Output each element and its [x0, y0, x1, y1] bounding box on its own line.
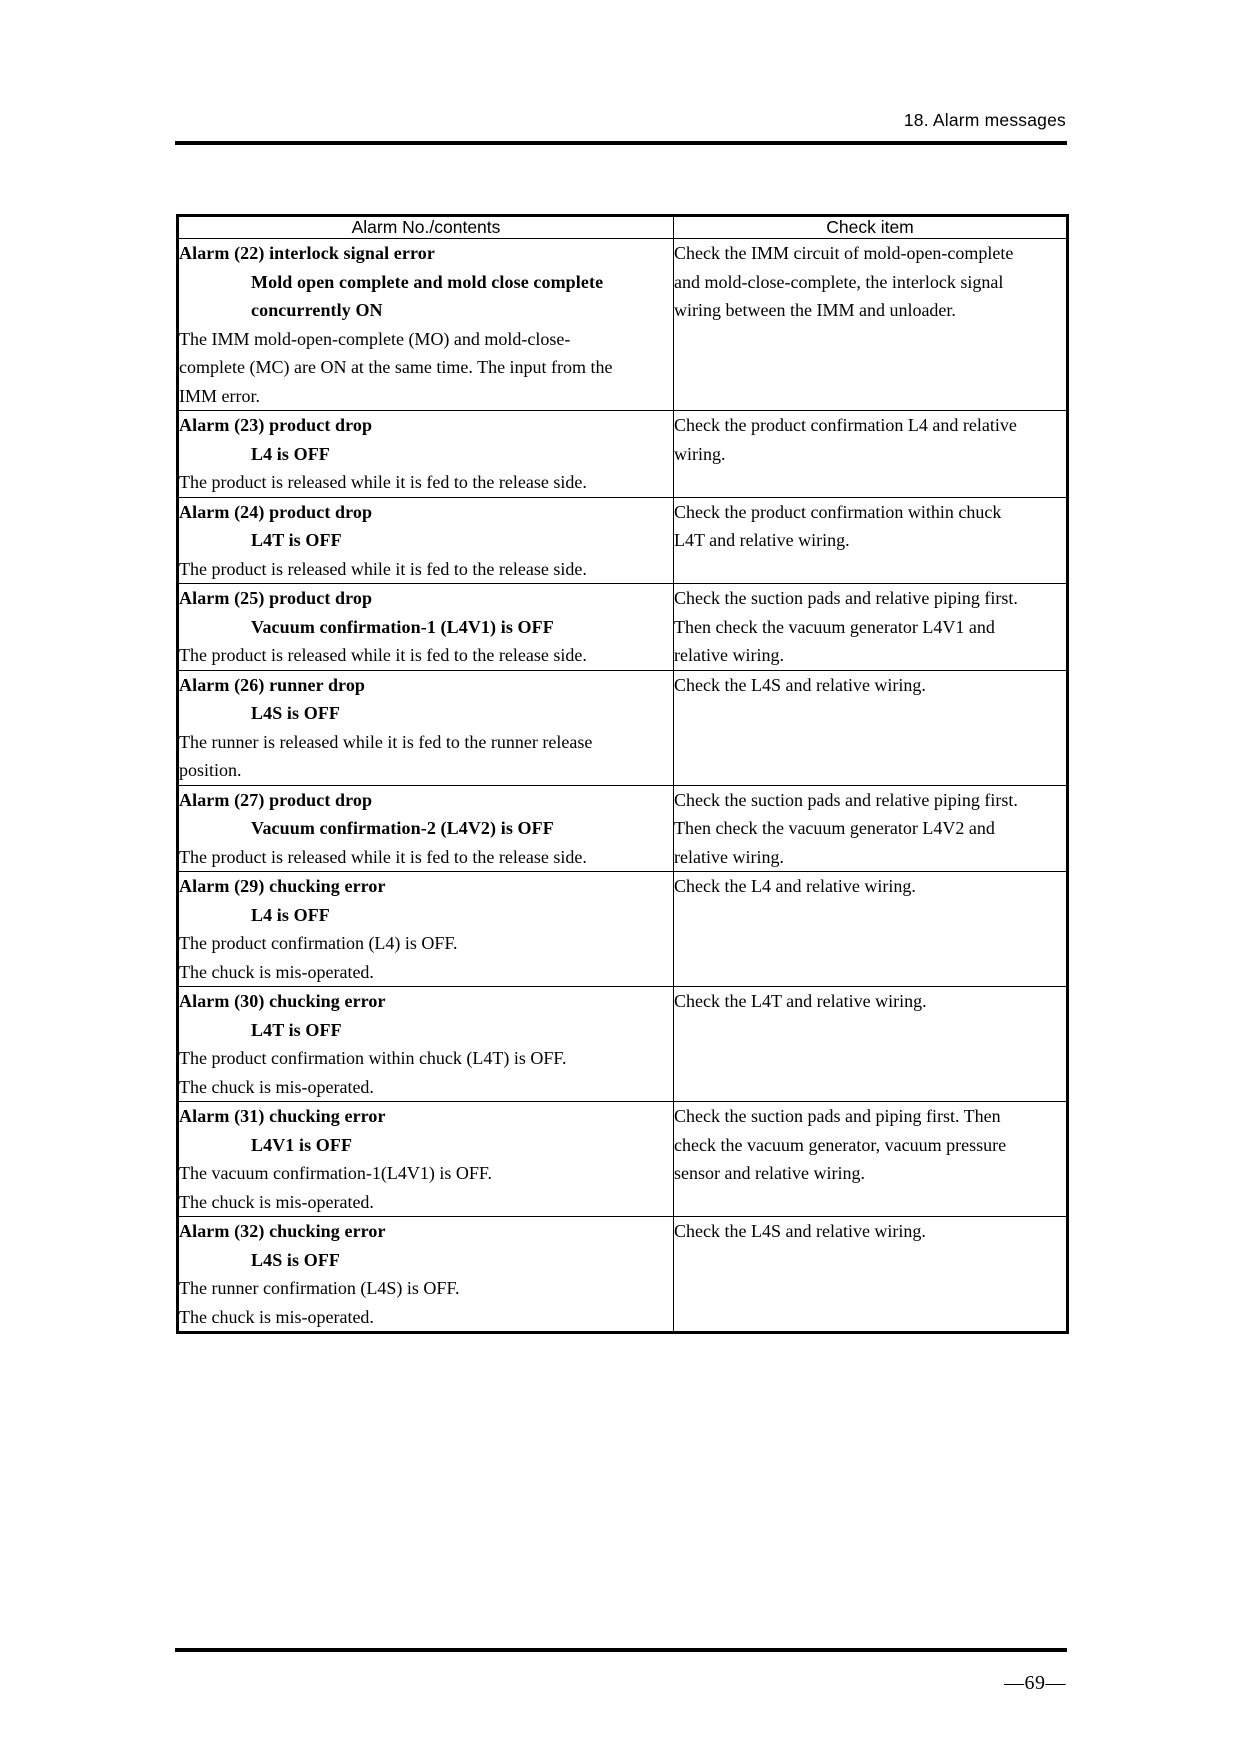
alarm-cell — [178, 670, 674, 785]
alarm-subtitle: L4T is OFF — [251, 530, 342, 550]
alarm-subtitle: L4S is OFF — [251, 703, 341, 723]
check-cell — [674, 411, 1068, 498]
alarm-title: Alarm (22) interlock signal error — [179, 243, 435, 263]
alarm-messages-table — [176, 214, 1069, 1334]
check-text: Check the IMM circuit of mold-open-complete — [674, 243, 1014, 263]
footer-divider — [175, 1648, 1067, 1652]
check-cell — [674, 584, 1068, 671]
alarm-cell — [178, 785, 674, 872]
alarm-description: The product is released while it is fed to the release side. — [179, 846, 587, 867]
alarm-description: The chuck is mis-operated. — [179, 961, 374, 982]
page-header-chapter: 18. Alarm messages — [903, 110, 1066, 130]
check-cell — [674, 1217, 1068, 1333]
alarm-cell — [178, 1217, 674, 1333]
check-text: Check the suction pads and piping first. Then — [674, 1106, 1001, 1126]
alarm-cell — [178, 872, 674, 987]
header-divider — [175, 141, 1067, 145]
alarm-description: The IMM mold-open-complete (MO) and mold-close- — [179, 328, 571, 349]
alarm-title: Alarm (24) product drop — [179, 501, 373, 522]
check-text: wiring. — [674, 443, 726, 464]
alarm-cell — [178, 584, 674, 671]
table-row — [178, 670, 1068, 785]
check-text: Check the L4S and relative wiring. — [674, 1221, 926, 1241]
alarm-description: The runner is released while it is fed to the runner release — [179, 731, 593, 752]
alarm-description: The product confirmation within chuck (L4T) is OFF. — [179, 1048, 567, 1068]
alarm-cell — [178, 987, 674, 1102]
alarm-cell — [178, 1102, 674, 1217]
table-row — [178, 1217, 1068, 1333]
alarm-description: The product is released while it is fed to the release side. — [179, 645, 587, 665]
page-number: —69— — [1004, 1672, 1066, 1694]
check-cell — [674, 987, 1068, 1102]
check-text: Check the L4S and relative wiring. — [674, 674, 926, 695]
table-row — [178, 584, 1068, 671]
alarm-title: Alarm (29) chucking error — [179, 876, 386, 896]
check-text: Check the L4 and relative wiring. — [674, 876, 916, 896]
check-text: Then check the vacuum generator L4V1 and — [674, 616, 995, 637]
check-text: L4T and relative wiring. — [674, 530, 850, 550]
check-text: Check the product confirmation L4 and relative — [674, 415, 1017, 435]
check-text: Check the suction pads and relative piping first. — [674, 588, 1018, 608]
alarm-description: complete (MC) are ON at the same time. The input from the — [179, 357, 613, 377]
alarm-cell — [178, 497, 674, 584]
alarm-description: The chuck is mis-operated. — [179, 1306, 374, 1327]
alarm-cell — [178, 239, 674, 411]
check-cell — [674, 670, 1068, 785]
alarm-description: The product is released while it is fed to the release side. — [179, 558, 587, 579]
check-text: Then check the vacuum generator L4V2 and — [674, 818, 995, 838]
table-header-row — [178, 216, 1068, 239]
check-text: Check the suction pads and relative piping first. — [674, 789, 1018, 810]
check-text: wiring between the IMM and unloader. — [674, 300, 956, 320]
table-row — [178, 411, 1068, 498]
alarm-title: Alarm (32) chucking error — [179, 1221, 386, 1241]
alarm-subtitle: L4V1 is OFF — [251, 1134, 353, 1155]
check-text: check the vacuum generator, vacuum pressure — [674, 1134, 1007, 1155]
alarm-cell — [178, 411, 674, 498]
check-text: relative wiring. — [674, 645, 784, 665]
alarm-title: Alarm (25) product drop — [179, 588, 373, 608]
alarm-subtitle-cont: concurrently ON — [251, 300, 383, 320]
alarm-subtitle: L4T is OFF — [251, 1019, 342, 1040]
table-row — [178, 785, 1068, 872]
column-header-check: Check item — [674, 216, 1068, 239]
check-cell — [674, 872, 1068, 987]
check-cell — [674, 785, 1068, 872]
alarm-description: The product is released while it is fed to the release side. — [179, 472, 587, 492]
check-text: and mold-close-complete, the interlock signal — [674, 271, 1004, 292]
alarm-description: position. — [179, 760, 242, 780]
alarm-description: The chuck is mis-operated. — [179, 1191, 374, 1212]
table-row — [178, 1102, 1068, 1217]
alarm-description: The chuck is mis-operated. — [179, 1076, 374, 1097]
alarm-title: Alarm (26) runner drop — [179, 674, 366, 695]
check-cell — [674, 497, 1068, 584]
alarm-subtitle: Mold open complete and mold close complete — [251, 271, 604, 292]
table-row — [178, 987, 1068, 1102]
alarm-title: Alarm (23) product drop — [179, 415, 373, 435]
column-header-alarm: Alarm No./contents — [178, 216, 674, 239]
alarm-subtitle: L4 is OFF — [251, 443, 330, 464]
check-text: sensor and relative wiring. — [674, 1163, 865, 1183]
check-cell — [674, 239, 1068, 411]
table-row — [178, 497, 1068, 584]
check-text: Check the product confirmation within chuck — [674, 501, 1002, 522]
alarm-title: Alarm (30) chucking error — [179, 991, 386, 1011]
check-cell — [674, 1102, 1068, 1217]
alarm-title: Alarm (27) product drop — [179, 789, 373, 810]
alarm-subtitle: L4 is OFF — [251, 904, 330, 925]
check-text: Check the L4T and relative wiring. — [674, 991, 927, 1011]
alarm-description: The runner confirmation (L4S) is OFF. — [179, 1278, 460, 1298]
alarm-subtitle: Vacuum confirmation-2 (L4V2) is OFF — [251, 818, 554, 838]
check-text: relative wiring. — [674, 846, 784, 867]
table-row — [178, 872, 1068, 987]
alarm-subtitle: L4S is OFF — [251, 1249, 341, 1270]
alarm-title: Alarm (31) chucking error — [179, 1106, 386, 1126]
alarm-description: The vacuum confirmation-1(L4V1) is OFF. — [179, 1163, 492, 1183]
alarm-description: The product confirmation (L4) is OFF. — [179, 933, 458, 953]
alarm-subtitle: Vacuum confirmation-1 (L4V1) is OFF — [251, 616, 554, 637]
table-row — [178, 239, 1068, 411]
alarm-description: IMM error. — [179, 385, 260, 406]
